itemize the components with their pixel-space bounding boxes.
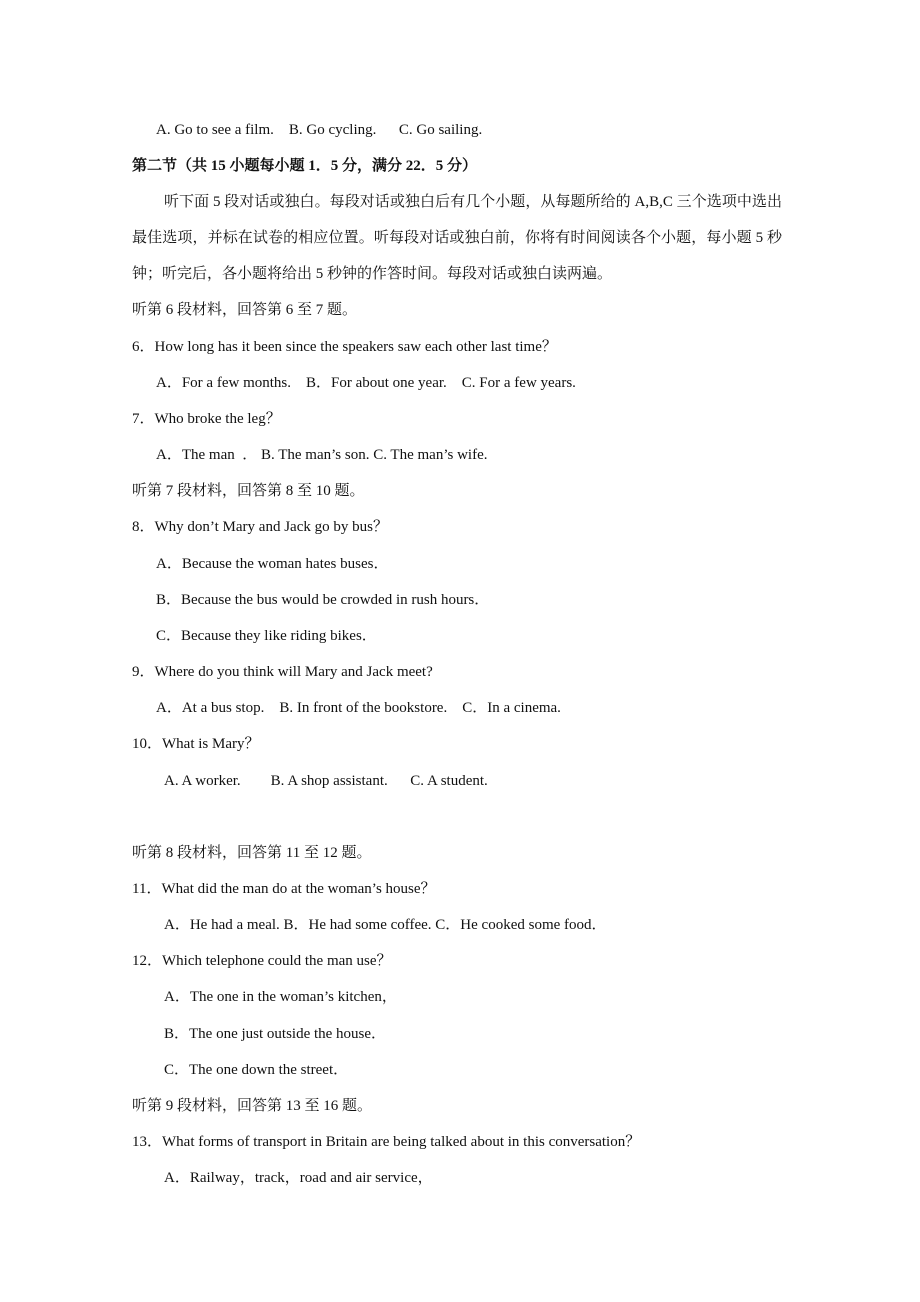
question-10-options: A. A worker. B. A shop assistant. C. A student. — [164, 773, 488, 789]
question-12-option-b: B．The one just outside the house． — [164, 1026, 387, 1042]
question-12-option-c: C．The one down the street． — [164, 1062, 349, 1078]
question-6-options: A．For a few months. B．For about one year. C. For a few years. — [156, 375, 576, 391]
material-7-intro: 听第 7 段材料，回答第 8 至 10 题。 — [132, 483, 365, 499]
question-12: 12．Which telephone could the man use？ — [132, 953, 392, 969]
question-12-option-a: A．The one in the woman’s kitchen， — [164, 989, 397, 1005]
material-9-intro: 听第 9 段材料，回答第 13 至 16 题。 — [132, 1098, 373, 1114]
question-11-options: A．He had a meal. B．He had some coffee. C．He cooked some food． — [164, 917, 607, 933]
question-6: 6．How long has it been since the speakers saw each other last time？ — [132, 339, 557, 355]
question-10: 10．What is Mary？ — [132, 736, 260, 752]
question-13: 13．What forms of transport in Britain are being talked about in this conversation？ — [132, 1134, 641, 1150]
question-8-option-c: C．Because they like riding bikes． — [156, 628, 377, 644]
question-8-option-a: A．Because the woman hates buses． — [156, 556, 389, 572]
question-9: 9．Where do you think will Mary and Jack meet? — [132, 664, 433, 680]
material-8-intro: 听第 8 段材料，回答第 11 至 12 题。 — [132, 845, 372, 861]
question-7-options: A．The man ． B. The man’s son. C. The man’s wife. — [156, 447, 488, 463]
question-8-option-b: B．Because the bus would be crowded in rush hours． — [156, 592, 490, 608]
question-7: 7．Who broke the leg？ — [132, 411, 281, 427]
section-heading: 第二节（共 15 小题每小题 1．5 分，满分 22．5 分） — [132, 158, 478, 174]
question-13-option-a: A．Railway，track，road and air service， — [164, 1170, 433, 1186]
question-11: 11．What did the man do at the woman’s house？ — [132, 881, 436, 897]
question-5-options: A. Go to see a film. B. Go cycling. C. Go sailing. — [156, 122, 483, 138]
material-6-intro: 听第 6 段材料，回答第 6 至 7 题。 — [132, 302, 358, 318]
question-9-options: A．At a bus stop. B. In front of the bookstore. C．In a cinema. — [156, 700, 561, 716]
directions-paragraph: 听下面 5 段对话或独白。每段对话或独白后有几个小题，从每题所给的 A,B,C 三个选项中选出最佳选项，并标在试卷的相应位置。听每段对话或独白前，你将有时间阅读各个小题，每小题 5 秒钟；听完后，各小题将给出 5 秒钟的作答时间。每段对话或独白读两遍。 — [132, 194, 782, 282]
question-8: 8．Why don’t Mary and Jack go by bus？ — [132, 519, 388, 535]
